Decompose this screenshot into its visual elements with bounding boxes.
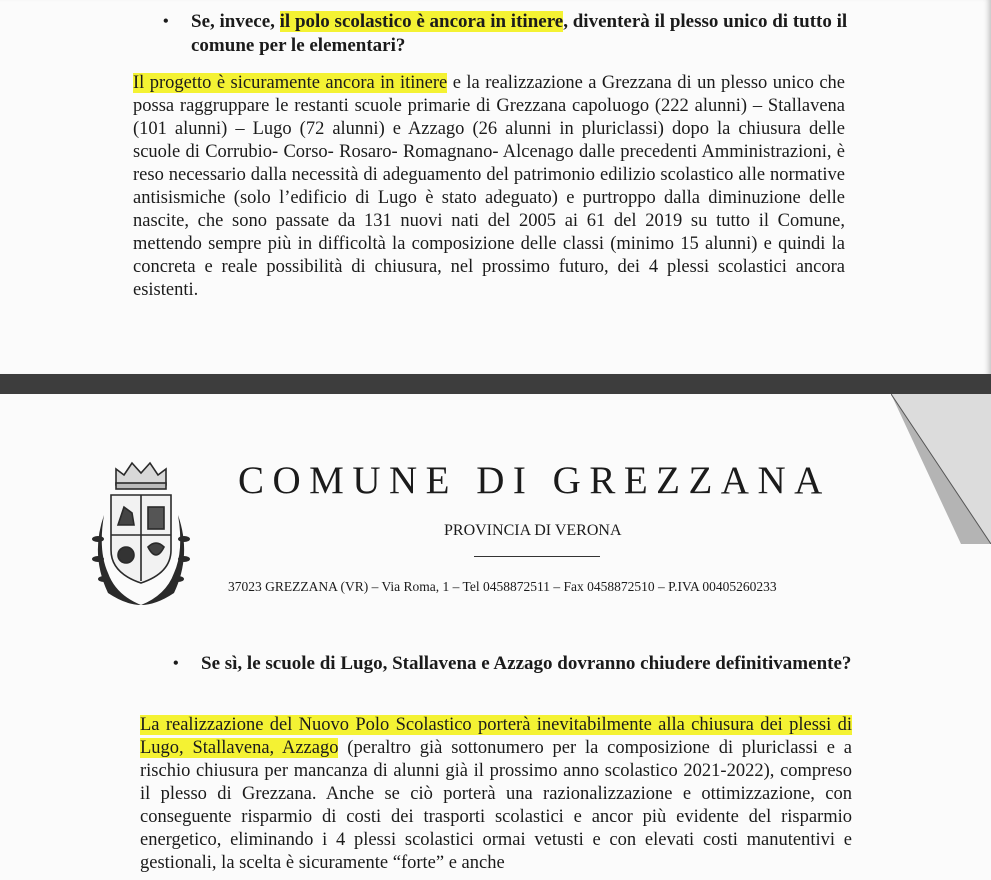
page-gap: [0, 374, 991, 394]
question-1: [163, 10, 853, 58]
answer-2-text: (peraltro già sottonumero per la composizione di pluriclassi e a rischio chiusura per mancanza di alunni già il prossimo anno scolastico 2021-2022), compreso il plesso di Grezzana. Anche se ciò porterà una razionalizzazione e ottimizzazione, con conseguente risparmio di costi dei trasporti scolastici e ancor più evidente del risparmio energetico, eliminando i 4 plessi scolastici ormai vetusti e con elevati costi manutentivi e gestionali, la scelta è sicuramente “forte” e anche: [140, 738, 853, 873]
question-1-text: Se, invece, il polo scolastico è ancora in itinere, diventerà il plesso unico di tutto il comune per le elementari?: [191, 11, 848, 56]
municipality-title: COMUNE DI GREZZANA: [238, 459, 831, 502]
question-1-highlight: il polo scolastico è ancora in itinere: [279, 11, 564, 32]
answer-2: [140, 714, 852, 875]
municipal-crest-icon: [86, 455, 196, 615]
answer-1-text: e la realizzazione a Grezzana di un plesso unico che possa raggruppare le restanti scuole primarie di Grezzana capoluogo (222 alunni) – Stallavena (101 alunni) – Lugo (72 alunni) e Azzago (26 alunni in pluriclassi) dopo la chiusura delle scuole di Corrubio- Corso- Rosaro- Romagnano- Alcenago dalle precedenti Amministrazioni, è reso necessario dalla necessità di adeguamento del patrimonio edilizio scolastico alle normative antisismiche (solo l’edificio di Lugo è stato adeguato) e purtroppo dalla diminuzione delle nascite, che sono passate da 131 nuovi nati del 2005 ai 61 del 2019 su tutto il Comune, mettendo sempre più in difficoltà la composizione delle classi (minimo 15 alunni) e quindi la concreta e reale possibilità di chiusura, nel prossimo futuro, dei 4 plessi scolastici ancora esistenti.: [133, 73, 845, 300]
address-line: 37023 GREZZANA (VR) – Via Roma, 1 – Tel 0458872511 – Fax 0458872510 – P.IVA 00405260233: [228, 579, 777, 594]
answer-2-highlight: La realizzazione del Nuovo Polo Scolastico porterà inevitabilmente alla chiusura dei plessi di Lugo, Stallavena, Azzago: [140, 715, 852, 758]
header-divider: [474, 556, 600, 557]
question-2-text: Se sì, le scuole di Lugo, Stallavena e Azzago dovranno chiudere definitivamente?: [201, 653, 852, 674]
page-fold-corner: [891, 394, 991, 544]
bullet-icon: •: [163, 13, 169, 30]
answer-1-highlight: Il progetto è sicuramente ancora in itinere: [133, 73, 448, 93]
question-2: [173, 652, 853, 676]
province-label: PROVINCIA DI VERONA: [444, 522, 622, 539]
document-page-1: [0, 0, 991, 374]
bullet-icon: •: [173, 655, 179, 672]
answer-1: [133, 72, 845, 302]
